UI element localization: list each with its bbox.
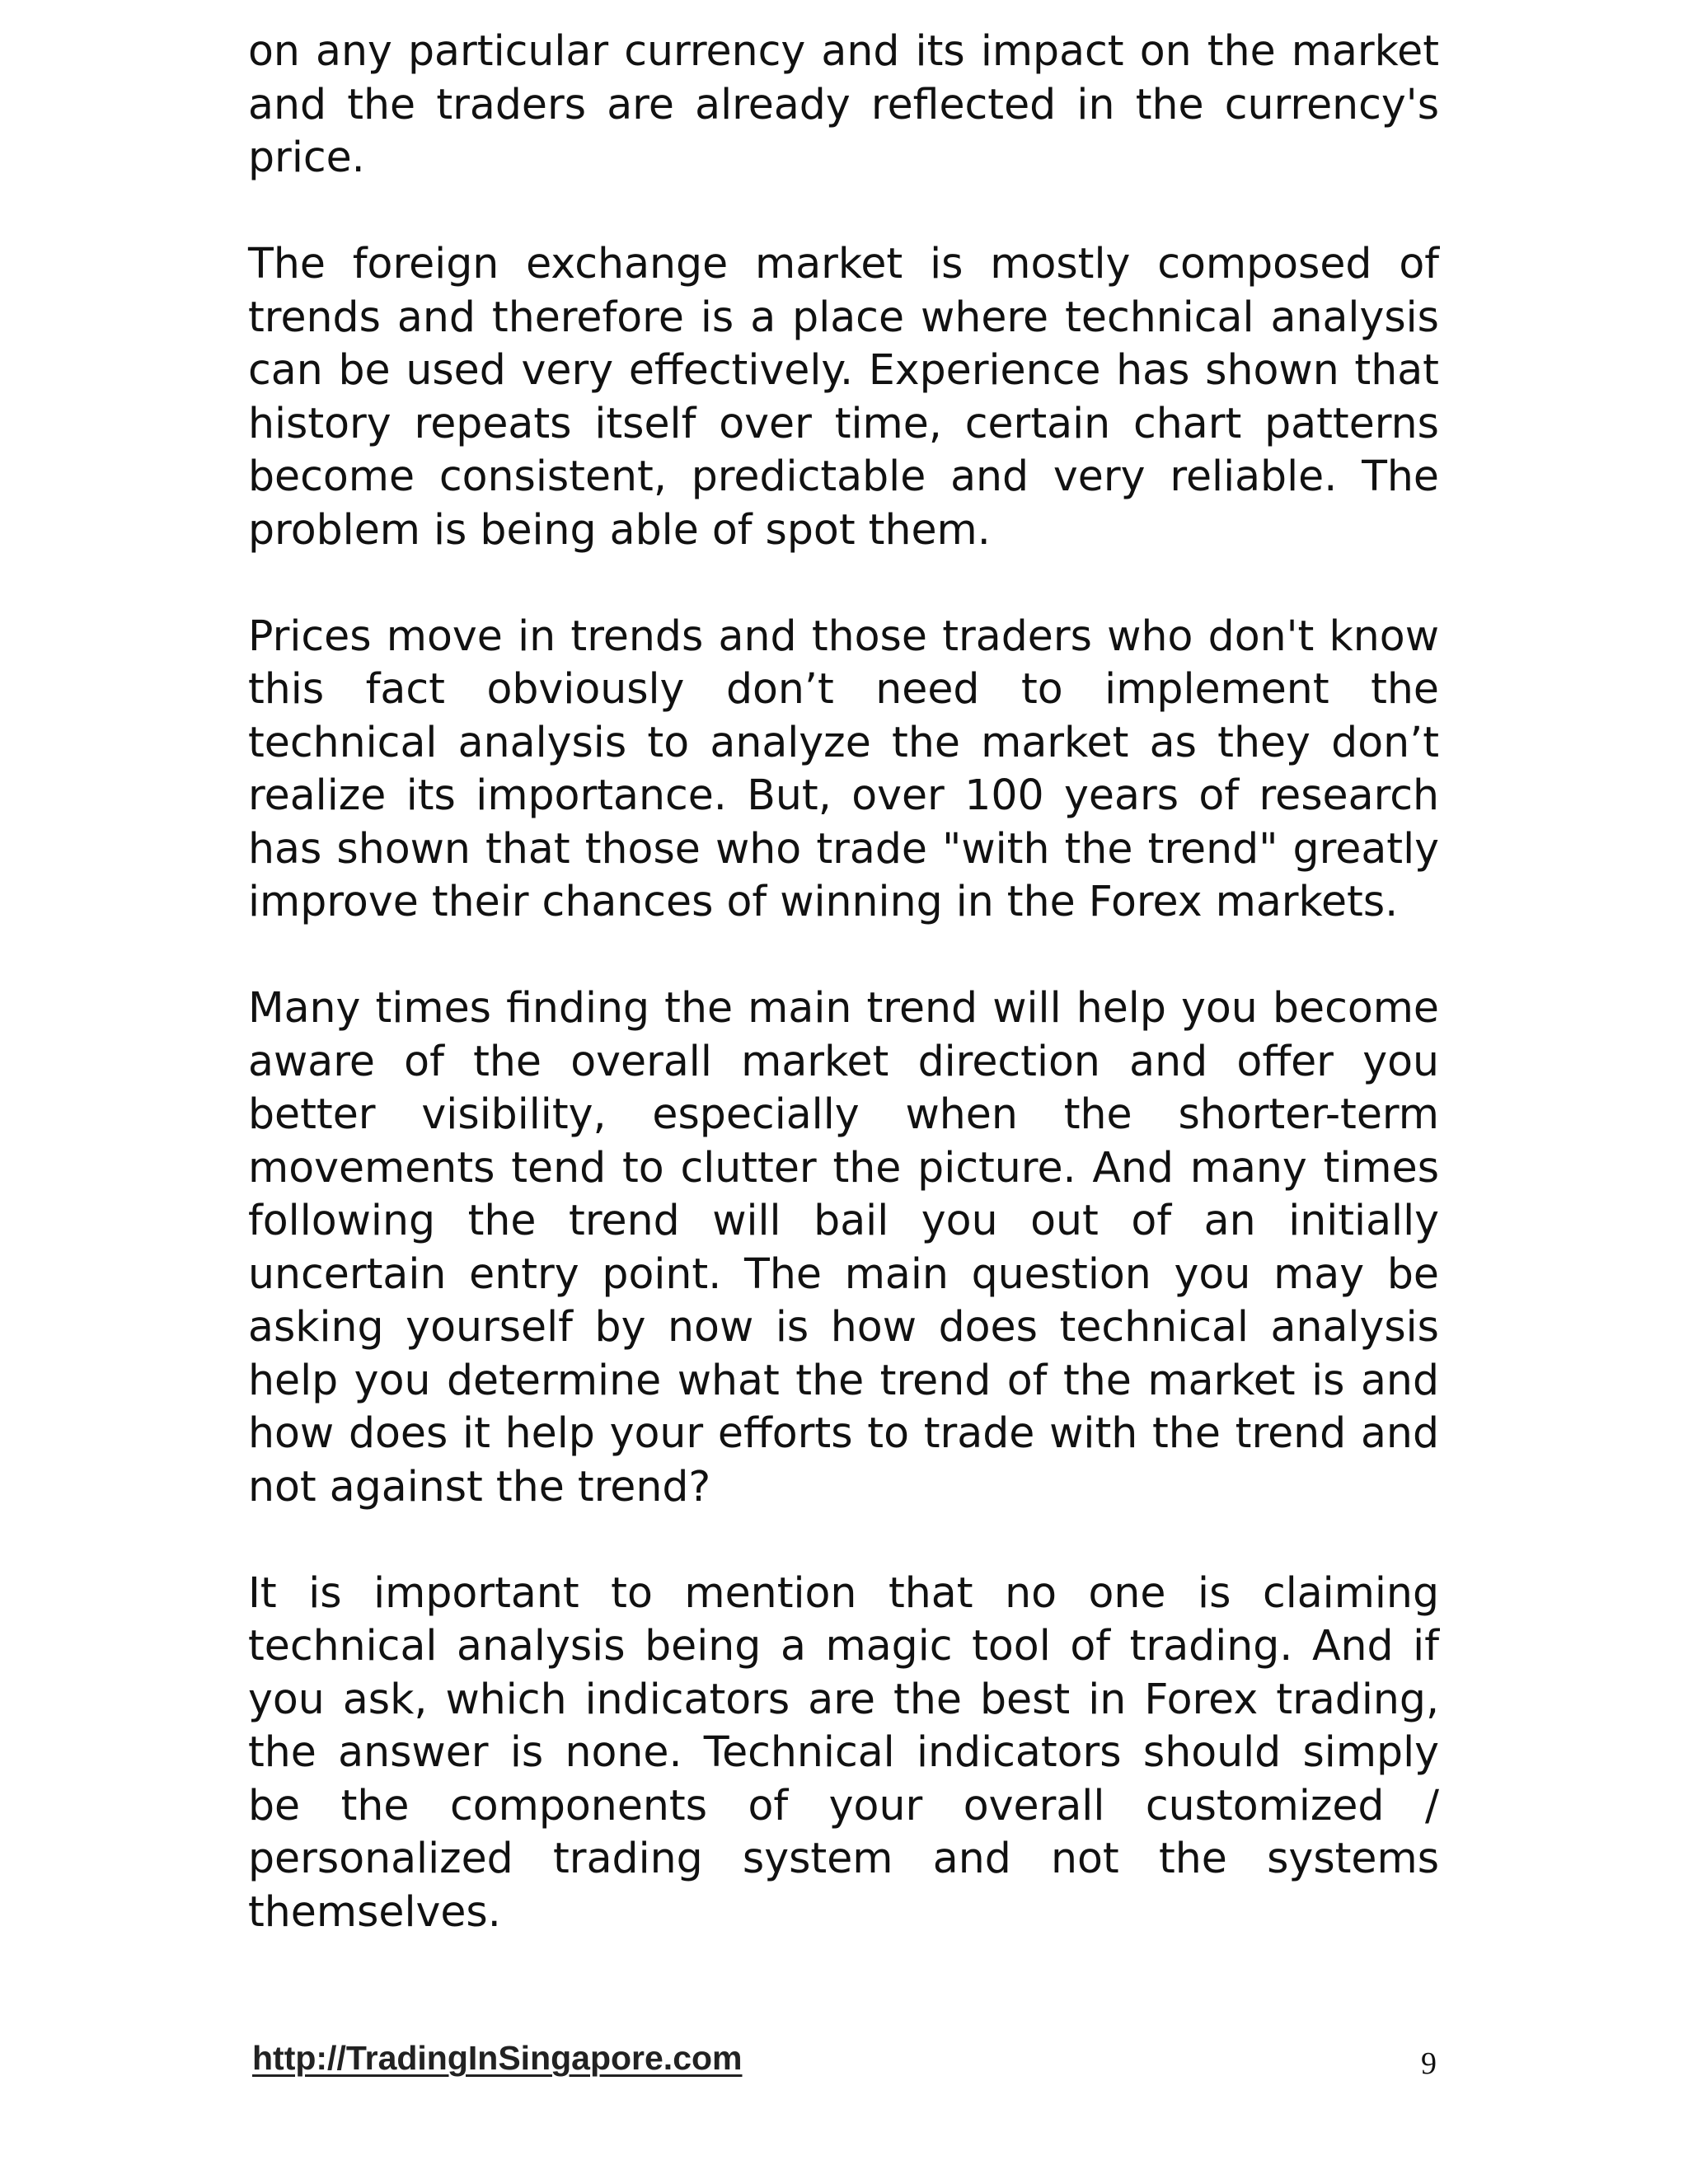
paragraph: Many times finding the main trend will help you become aware of the overall market direction and offer you better visibility, especially when the shorter-term movements tend to clutter the picture. And many times following the trend will bail you out of an initially uncertain entry point. The main question you may be asking yourself by now is how does technical analysis help you determine what the trend of the market is and how does it help your efforts to trade with the trend and not against the trend? <box>248 983 1439 1511</box>
paragraph: Prices move in trends and those traders who don't know this fact obviously don’t need to implement the technical analysis to analyze the market as they don’t realize its importance. But, over 100 years of research has shown that those who trade "with the trend" greatly improve their chances of winning in the Forex markets. <box>248 611 1439 926</box>
body-text <box>248 25 1439 1938</box>
paragraph: on any particular currency and its impact on the market and the traders are already reflected in the currency's price. <box>248 26 1439 181</box>
paragraph: It is important to mention that no one is claiming technical analysis being a magic tool of trading. And if you ask, which indicators are the best in Forex trading, the answer is none. Technical indicators should simply be the components of your overall customized / personalized trading system and not the systems themselves. <box>248 1568 1439 1936</box>
page-number: 9 <box>1421 2046 1437 2081</box>
paragraph: The foreign exchange market is mostly composed of trends and therefore is a place where technical analysis can be used very effectively. Experience has shown that history repeats itself over time, certain chart patterns become consistent, predictable and very reliable. The problem is being able of spot them. <box>248 239 1439 554</box>
footer-website-link[interactable]: http://TradingInSingapore.com <box>252 2039 743 2077</box>
